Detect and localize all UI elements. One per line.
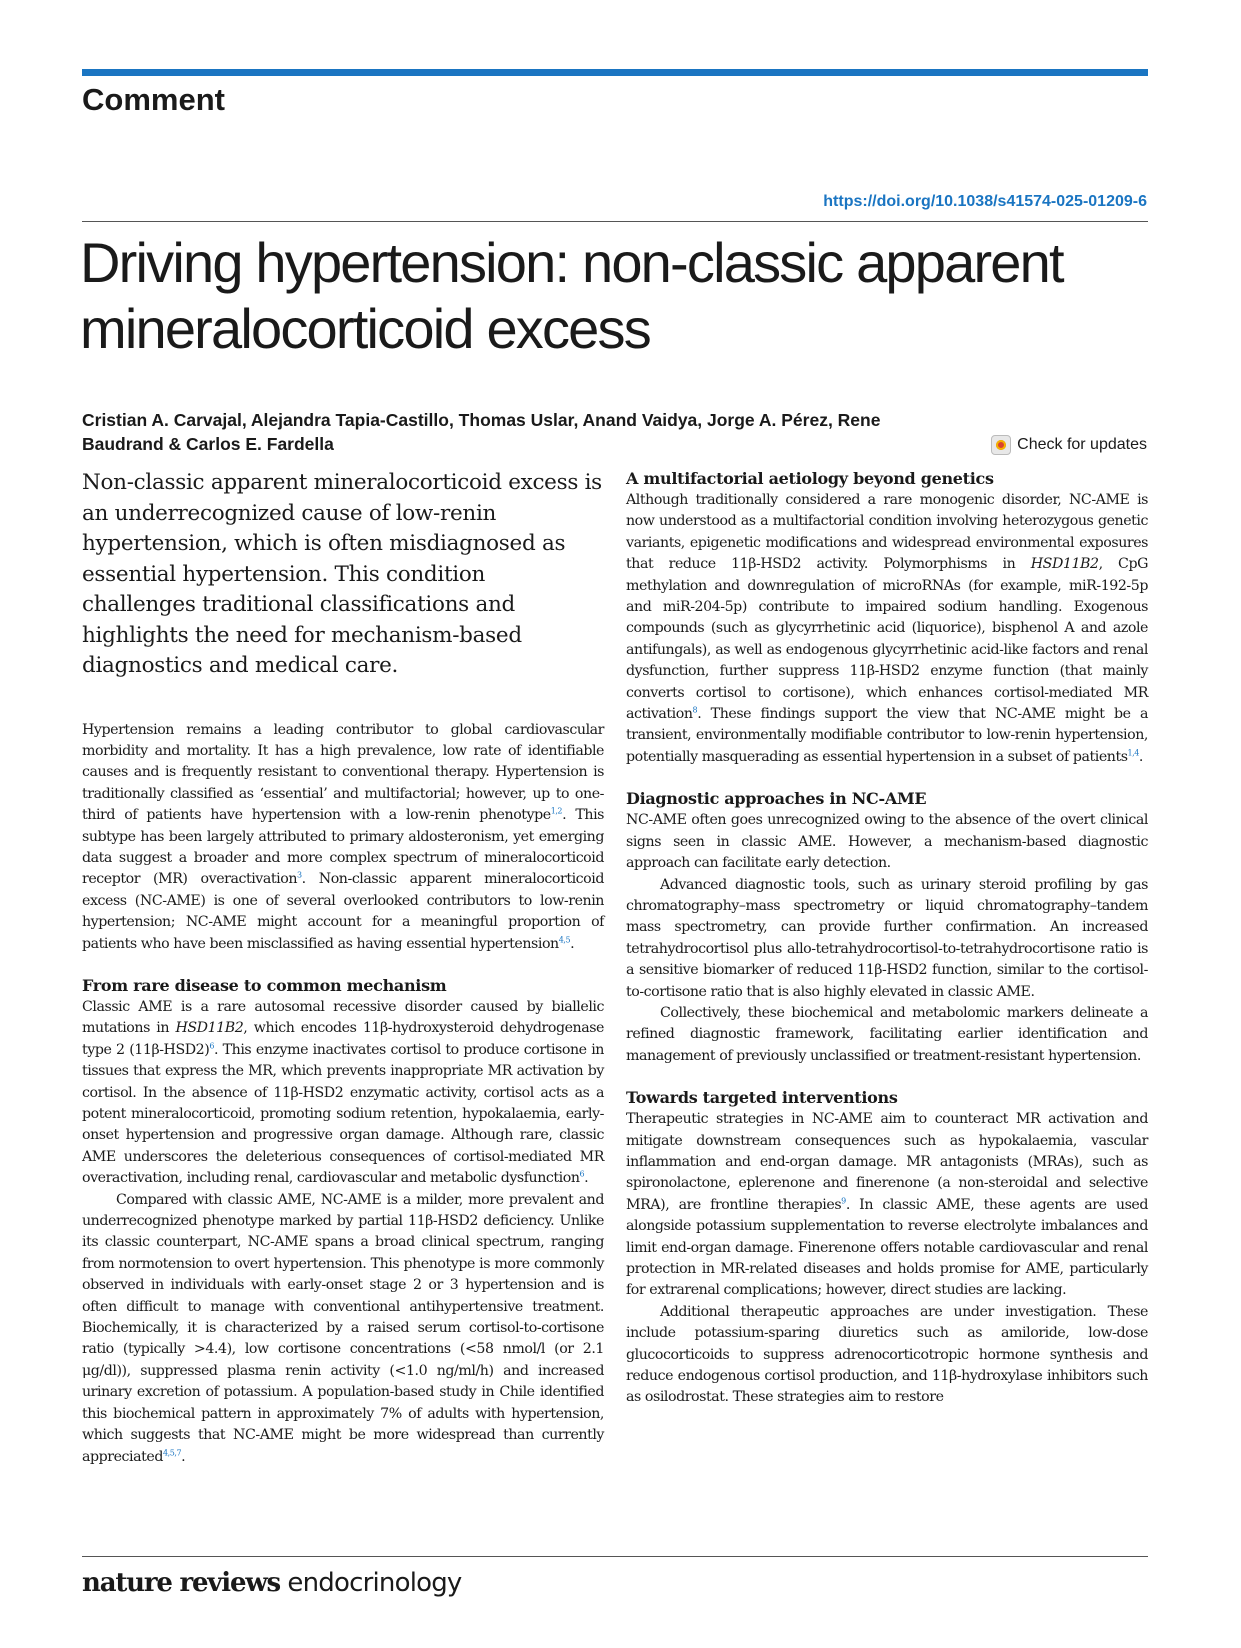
- citation[interactable]: 6: [579, 1169, 585, 1179]
- citation[interactable]: 3: [297, 870, 302, 880]
- doi-link[interactable]: https://doi.org/10.1038/s41574-025-01209-6: [823, 193, 1147, 210]
- diagnostic-paragraph-3: Collectively, these biochemical and metabolomic markers delineate a refined diagnostic framework, facilitating earlier identification and management of previously unclassified or treatment-resistant hypertension.: [626, 1004, 1148, 1064]
- check-updates-label: Check for updates: [1017, 436, 1147, 453]
- header-divider: [82, 221, 1148, 222]
- journal-logo: nature reviews endocrinology: [82, 1568, 462, 1598]
- targeted-paragraph-2: Additional therapeutic approaches are under investigation. These include potassium-sparing diuretics such as amiloride, low-dose glucocorticoids to suppress adrenocorticotropic hormone synthesis and reduce endogenous cortisol production, and 11β-hydroxylase inhibitors such as osilodrostat. These strategies aim to restore: [626, 1303, 1148, 1406]
- citation[interactable]: 4,5: [558, 934, 571, 944]
- citation[interactable]: 1,2: [550, 806, 563, 816]
- heading-multifactorial: A multifactorial aetiology beyond genetics: [626, 469, 994, 488]
- footer-divider: [82, 1556, 1148, 1557]
- rare-disease-paragraph: Classic AME is a rare autosomal recessive disorder caused by biallelic mutations in HSD11B2, which encodes 11β-hydroxysteroid dehydrogenase type 2 $(11\beta-HSD2)^6$. This enzyme inactivates cortisol to produce cortisone in tissues that express the MR, which prevents inappropriate MR activation by cortisol. In the absence of 11β-HSD2 enzymatic activity, cortisol acts as a potent mineralocorticoid, promoting sodium retention, hypokalaemia, early-onset hypertension and progressive organ damage. Although rare, classic AME underscores the deleterious consequences of cortisol-mediated MR overactivation, including renal, cardiovascular and metabolic dysfunction$^6$.: [82, 998, 604, 1187]
- diagnostic-paragraph-2: Advanced diagnostic tools, such as urinary steroid profiling by gas chromatography–mass spectrometry or liquid chromatography–tandem mass spectrometry, can provide further confirmation. An increased tetrahydrocortisol plus allo-tetrahydrocortisol-to-tetrahydrocortisone ratio is a sensitive biomarker of reduced 11β-HSD2 function, similar to the cortisol-to-cortisone ratio that is also highly elevated in classic AME.: [626, 876, 1148, 1000]
- top-accent-bar: [82, 69, 1148, 76]
- right-column: [626, 468, 1148, 1409]
- citation[interactable]: 1,4: [1127, 748, 1139, 758]
- standfirst: Non-classic apparent mineralocorticoid excess is an underrecognized cause of low-renin hypertension, which is often misdiagnosed as essential hypertension. This condition challenges traditional classifications and highlights the need for mechanism-based diagnostics and medical care.: [82, 470, 602, 678]
- heading-targeted: Towards targeted interventions: [626, 1088, 898, 1108]
- intro-paragraph: Hypertension remains a leading contributor to global cardiovascular morbidity and mortality. It has a high prevalence, low rate of identifiable causes and is frequently resistant to conventional therapy. Hypertension is traditionally classified as ‘essential’ and multifactorial; however, up to one-third of patients have hypertension with a low-renin phenotype$^{1,2}$. This subtype has been largely attributed to primary aldosteronism, yet emerging data suggest a broader and more complex spectrum of mineralocorticoid receptor (MR) overactivation$^3$. Non-classic apparent mineralocorticoid excess (NC-AME) is one of several overlooked contributors to low-renin hypertension; NC-AME might account for a meaningful proportion of patients who have been misclassified as having essential hypertension$^{4,5}$.: [82, 721, 604, 952]
- nc-ame-paragraph: Compared with classic AME, NC-AME is a milder, more prevalent and underrecognized phenotype marked by partial 11β-HSD2 deficiency. Unlike its classic counterpart, NC-AME spans a broad clinical spectrum, ranging from normotension to overt hypertension. This phenotype is more commonly observed in individuals with early-onset stage 2 or 3 hypertension and is often difficult to manage with conventional antihypertensive treatment. Biochemically, it is characterized by a raised serum cortisol-to-cortisone ratio (typically >4.4), low cortisone concentrations (<58 nmol/l (or 2.1 μg/dl)), suppressed plasma renin activity (<1.0 ng/ml/h) and increased urinary excretion of potassium. A population-based study in Chile identified this biochemical pattern in approximately 7% of adults with hypertension, which suggests that NC-AME might be more widespread than currently appreciated$^{4,5,7}$.: [82, 1191, 604, 1465]
- check-updates-icon: [991, 435, 1011, 455]
- heading-diagnostic: Diagnostic approaches in NC-AME: [626, 789, 927, 809]
- diagnostic-paragraph-1: NC-AME often goes unrecognized owing to the absence of the overt clinical signs seen in classic AME. However, a mechanism-based diagnostic approach can facilitate early detection.: [626, 812, 1148, 872]
- heading-rare-disease: From rare disease to common mechanism: [82, 975, 447, 995]
- citation[interactable]: 9: [841, 1196, 846, 1206]
- left-column: [82, 468, 604, 1468]
- citation[interactable]: 6: [209, 1041, 214, 1051]
- check-updates-button[interactable]: [991, 435, 1147, 455]
- author-list: Cristian A. Carvajal, Alejandra Tapia-Castillo, Thomas Uslar, Anand Vaidya, Jorge A. Pérez, Rene Baudrand & Carlos E. Fardella: [82, 410, 881, 454]
- multifactorial-paragraph: Although traditionally considered a rare monogenic disorder, NC-AME is now understood as a multifactorial condition involving heterozygous genetic variants, epigenetic modifications and widespread environmental exposures that reduce 11β-HSD2 activity. Polymorphisms in HSD11B2, CpG methylation and downregulation of microRNAs (for example, miR-192-5p and miR-204-5p) contribute to impaired sodium handling. Exogenous compounds (such as glycyrrhetinic acid (liquorice), bisphenol A and azole antifungals), as well as endogenous glycyrrhetinic acid-like factors and renal dysfunction, further suppress 11β-HSD2 enzyme function (that mainly converts cortisol to cortisone), which enhances cortisol-mediated MR activation$^8$. These findings support the view that NC-AME might be a transient, environmentally modifiable contributor to low-renin hypertension, potentially masquerading as essential hypertension in a subset of patients$^{1,4}$.: [626, 492, 1148, 765]
- citation[interactable]: 8: [692, 705, 698, 715]
- article-title: Driving hypertension: non-classic apparent mineralocorticoid excess: [80, 231, 1063, 360]
- targeted-paragraph-1: Therapeutic strategies in NC-AME aim to counteract MR activation and mitigate downstream consequences such as hypokalaemia, vascular inflammation and end-organ damage. MR antagonists (MRAs), such as spironolactone, eplerenone and finerenone (a non-steroidal and selective MRA), are frontline therapies$^9$. In classic AME, these agents are used alongside potassium supplementation to reverse electrolyte imbalances and limit end-organ damage. Finerenone offers notable cardiovascular and renal protection in MR-related diseases and holds promise for AME, particularly for extrarenal complications; however, direct studies are lacking.: [626, 1111, 1148, 1299]
- citation[interactable]: 4,5,7: [162, 1447, 182, 1457]
- section-label: Comment: [82, 82, 225, 117]
